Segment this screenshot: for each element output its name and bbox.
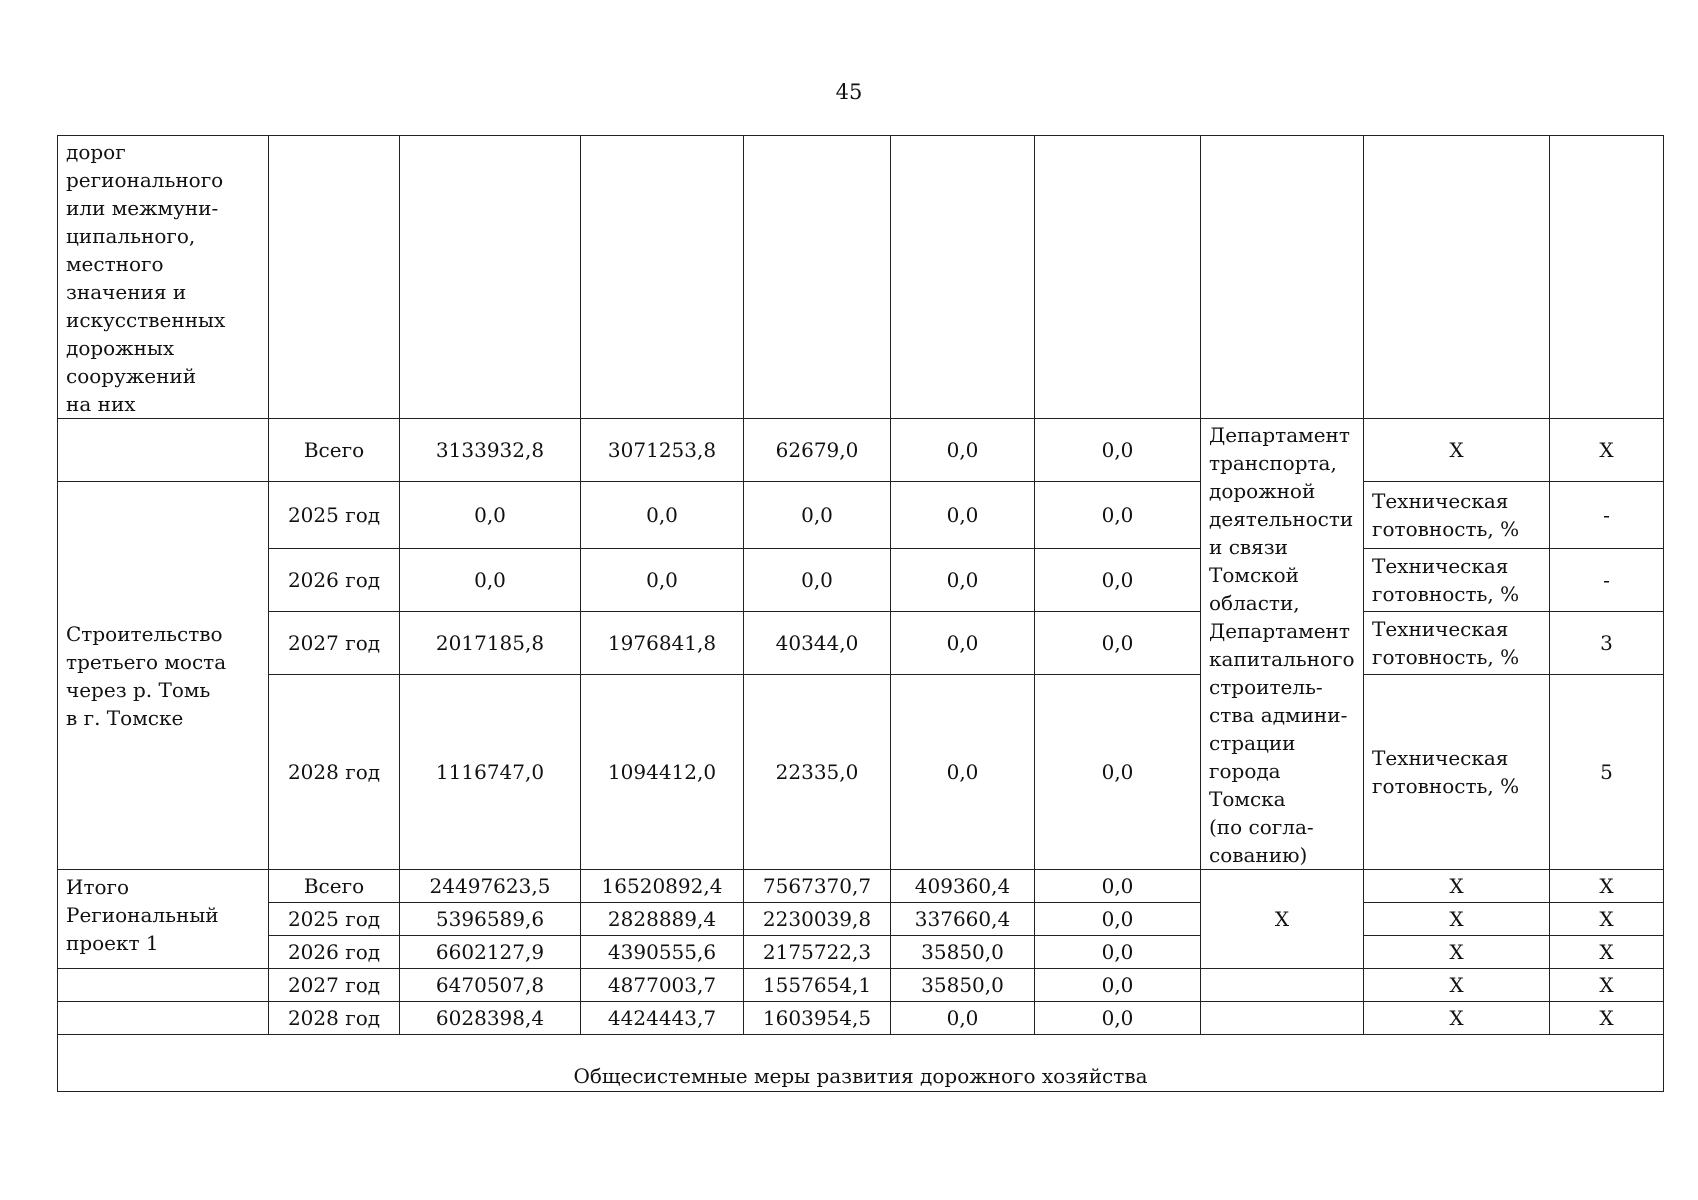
- indicator-value-cell: Х: [1550, 1002, 1664, 1035]
- value-regional-cell: 1603954,5: [744, 1002, 891, 1035]
- continued-name-text: дорог регионального или межмуни- ципального, местного значения и искусственных дорожных сооружений на них: [66, 140, 226, 416]
- value-federal-cell: 0,0: [581, 549, 744, 612]
- value-regional-cell: 1557654,1: [744, 969, 891, 1002]
- value-extra-cell: 0,0: [1035, 936, 1201, 969]
- empty-cell: [1201, 1002, 1364, 1035]
- value-federal-cell: 2828889,4: [581, 903, 744, 936]
- period-cell: 2026 год: [269, 936, 400, 969]
- value-total-cell: 5396589,6: [400, 903, 581, 936]
- indicator-value-cell: 3: [1550, 612, 1664, 675]
- value-local-cell: 0,0: [891, 675, 1035, 870]
- table-row-bridge-2027: [58, 612, 1664, 675]
- table-row-section-footer: [58, 1035, 1664, 1092]
- value-local-cell: 35850,0: [891, 936, 1035, 969]
- period-cell: 2025 год: [269, 482, 400, 549]
- value-extra-cell: 0,0: [1035, 903, 1201, 936]
- indicator-cell: Х: [1364, 419, 1550, 482]
- value-extra-cell: 0,0: [1035, 870, 1201, 903]
- value-local-cell: 337660,4: [891, 903, 1035, 936]
- indicator-cell: Х: [1364, 969, 1550, 1002]
- indicator-cell: [1364, 482, 1550, 549]
- table-row-bridge-2025: [58, 482, 1664, 549]
- value-extra-cell: 0,0: [1035, 969, 1201, 1002]
- table-row-total-all: [58, 870, 1664, 903]
- value-federal-cell: 4877003,7: [581, 969, 744, 1002]
- empty-cell: [58, 1002, 269, 1035]
- period-cell: 2027 год: [269, 612, 400, 675]
- indicator-cell: [1364, 675, 1550, 870]
- total-project-name-text: Итого Региональный проект 1: [66, 875, 219, 955]
- value-local-cell: 409360,4: [891, 870, 1035, 903]
- value-regional-cell: 2230039,8: [744, 903, 891, 936]
- indicator-text: Техническая готовность, %: [1372, 489, 1520, 541]
- value-federal-cell: 4424443,7: [581, 1002, 744, 1035]
- indicator-value-cell: Х: [1550, 903, 1664, 936]
- indicator-cell: [1364, 549, 1550, 612]
- value-local-cell: 0,0: [891, 1002, 1035, 1035]
- value-federal-cell: 0,0: [581, 482, 744, 549]
- indicator-text: Техническая готовность, %: [1372, 554, 1520, 606]
- value-local-cell: 0,0: [891, 612, 1035, 675]
- value-local-cell: 0,0: [891, 549, 1035, 612]
- page-number: 45: [835, 80, 863, 104]
- table-row-continued: [58, 136, 1664, 419]
- value-total-cell: 6470507,8: [400, 969, 581, 1002]
- empty-cell: [744, 136, 891, 419]
- value-regional-cell: 40344,0: [744, 612, 891, 675]
- value-extra-cell: 0,0: [1035, 419, 1201, 482]
- indicator-value-cell: Х: [1550, 419, 1664, 482]
- bridge-name-text: Строительство третьего моста через р. Томь в г. Томске: [66, 621, 227, 730]
- empty-cell: [1201, 969, 1364, 1002]
- budget-table: [57, 135, 1664, 1092]
- empty-cell: [58, 969, 269, 1002]
- value-extra-cell: 0,0: [1035, 549, 1201, 612]
- value-extra-cell: 0,0: [1035, 482, 1201, 549]
- total-project-name-cell: [58, 870, 269, 969]
- indicator-text: Техническая готовность, %: [1372, 746, 1520, 798]
- table-row-total-2028: [58, 1002, 1664, 1035]
- value-total-cell: 1116747,0: [400, 675, 581, 870]
- value-total-cell: 2017185,8: [400, 612, 581, 675]
- value-regional-cell: 7567370,7: [744, 870, 891, 903]
- empty-cell: [1201, 136, 1364, 419]
- indicator-value-cell: Х: [1550, 936, 1664, 969]
- value-extra-cell: 0,0: [1035, 612, 1201, 675]
- indicator-cell: Х: [1364, 870, 1550, 903]
- indicator-cell: Х: [1364, 1002, 1550, 1035]
- value-regional-cell: 22335,0: [744, 675, 891, 870]
- bridge-name-cell: [58, 482, 269, 870]
- table-row-bridge-2026: [58, 549, 1664, 612]
- indicator-text: Техническая готовность, %: [1372, 617, 1520, 669]
- empty-cell: [1364, 136, 1550, 419]
- value-local-cell: 35850,0: [891, 969, 1035, 1002]
- indicator-value-cell: -: [1550, 549, 1664, 612]
- indicator-value-cell: 5: [1550, 675, 1664, 870]
- indicator-cell: Х: [1364, 903, 1550, 936]
- value-regional-cell: 62679,0: [744, 419, 891, 482]
- empty-cell: [1550, 136, 1664, 419]
- table-row-bridge-total: [58, 419, 1664, 482]
- continued-name-cell: [58, 136, 269, 419]
- period-cell: 2025 год: [269, 903, 400, 936]
- period-cell: Всего: [269, 419, 400, 482]
- responsible-text: Департамент транспорта, дорожной деятельности и связи Томской области, Департамент капитального строитель- ства админи- страции города Томска (по согла- сованию): [1209, 423, 1355, 867]
- value-extra-cell: 0,0: [1035, 675, 1201, 870]
- table-row-total-2027: [58, 969, 1664, 1002]
- value-extra-cell: 0,0: [1035, 1002, 1201, 1035]
- value-total-cell: 6602127,9: [400, 936, 581, 969]
- value-total-cell: 3133932,8: [400, 419, 581, 482]
- value-federal-cell: 1976841,8: [581, 612, 744, 675]
- indicator-value-cell: Х: [1550, 969, 1664, 1002]
- indicator-value-cell: -: [1550, 482, 1664, 549]
- empty-cell: [58, 419, 269, 482]
- indicator-cell: Х: [1364, 936, 1550, 969]
- empty-cell: [581, 136, 744, 419]
- value-total-cell: 24497623,5: [400, 870, 581, 903]
- section-heading: Общесистемные меры развития дорожного хозяйства: [58, 1035, 1664, 1092]
- value-total-cell: 6028398,4: [400, 1002, 581, 1035]
- empty-cell: [269, 136, 400, 419]
- empty-cell: [1035, 136, 1201, 419]
- value-federal-cell: 1094412,0: [581, 675, 744, 870]
- table-row-bridge-2028: [58, 675, 1664, 870]
- value-local-cell: 0,0: [891, 482, 1035, 549]
- empty-cell: [891, 136, 1035, 419]
- value-regional-cell: 0,0: [744, 549, 891, 612]
- indicator-cell: [1364, 612, 1550, 675]
- value-local-cell: 0,0: [891, 419, 1035, 482]
- responsible-cell: [1201, 419, 1364, 870]
- table-row-total-2025: [58, 903, 1664, 936]
- value-total-cell: 0,0: [400, 482, 581, 549]
- table-row-total-2026: [58, 936, 1664, 969]
- period-cell: 2027 год: [269, 969, 400, 1002]
- value-federal-cell: 16520892,4: [581, 870, 744, 903]
- total-project-responsible-cell: Х: [1201, 870, 1364, 969]
- period-cell: 2028 год: [269, 675, 400, 870]
- value-federal-cell: 3071253,8: [581, 419, 744, 482]
- value-regional-cell: 0,0: [744, 482, 891, 549]
- value-total-cell: 0,0: [400, 549, 581, 612]
- value-federal-cell: 4390555,6: [581, 936, 744, 969]
- period-cell: Всего: [269, 870, 400, 903]
- empty-cell: [400, 136, 581, 419]
- period-cell: 2026 год: [269, 549, 400, 612]
- indicator-value-cell: Х: [1550, 870, 1664, 903]
- period-cell: 2028 год: [269, 1002, 400, 1035]
- value-regional-cell: 2175722,3: [744, 936, 891, 969]
